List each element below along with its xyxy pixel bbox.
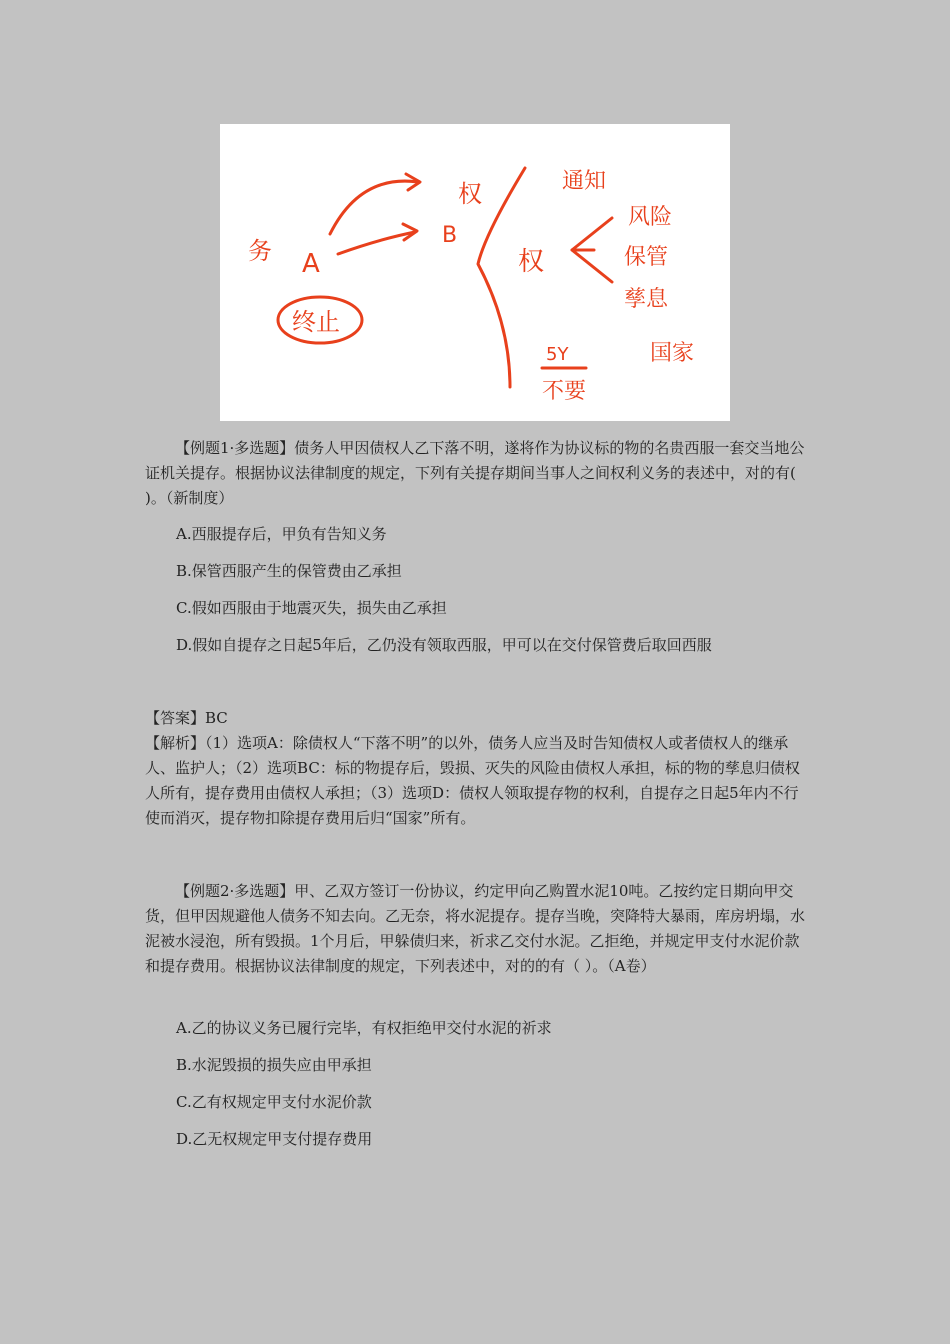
example2-option-c: C.乙有权规定甲支付水泥价款 xyxy=(176,1093,372,1111)
sketch-label-buyao: 不要 xyxy=(542,379,587,404)
example1-option-a: A.西服提存后，甲负有告知义务 xyxy=(176,525,387,543)
sketch-label-b: B xyxy=(442,223,458,248)
sketch-label-quan-mid: 权 xyxy=(518,247,545,277)
sketch-label-wu: 务 xyxy=(248,237,272,265)
example2-option-d: D.乙无权规定甲支付提存费用 xyxy=(176,1130,373,1148)
example1-option-c: C.假如西服由于地震灭失，损失由乙承担 xyxy=(176,599,447,617)
example1-stem: 【例题1·多选题】债务人甲因债权人乙下落不明，遂将作为协议标的物的名贵西服一套交当地公证机关提存。根据协议法律制度的规定，下列有关提存期间当事人之间权利义务的表述中，对的有( )。（新制度） xyxy=(145,439,805,507)
sketch-label-zhongzhi: 终止 xyxy=(292,308,340,336)
divider-curve xyxy=(478,168,525,387)
sketch-label-baoguan: 保管 xyxy=(624,245,669,270)
example1-option-b: B.保管西服产生的保管费由乙承担 xyxy=(176,562,402,580)
example2-option-a: A.乙的协议义务已履行完毕，有权拒绝甲交付水泥的祈求 xyxy=(176,1019,552,1037)
sketch-drawing xyxy=(220,124,730,421)
sketch-label-5y: 5Y xyxy=(546,344,569,365)
example1-option-d: D.假如自提存之日起5年后，乙仍没有领取西服，甲可以在交付保管费后取回西服 xyxy=(176,636,712,654)
arrow-lower xyxy=(338,232,415,254)
example2-stem: 【例题2·多选题】甲、乙双方签订一份协议，约定甲向乙购置水泥10吨。乙按约定日期向甲交货，但甲因规避他人债务不知去向。乙无奈，将水泥提存。提存当晚，突降特大暴雨，库房坍塌，水泥被水浸泡，所有毁损。1个月后，甲躲债归来，祈求乙交付水泥。乙拒绝，并规定甲支付水泥价款和提存费用。根据协议法律制度的规定，下列表述中，对的的有（ ）。（A卷） xyxy=(145,882,806,975)
example1-analysis: 【解析】（1）选项A：除债权人“下落不明”的以外，债务人应当及时告知债权人或者债权人的继承人、监护人；（2）选项BC：标的物提存后，毁损、灭失的风险由债权人承担，标的物的孳息归债权人所有，提存费用由债权人承担；（3）选项D：债权人领取提存物的权利，自提存之日起5年内不行使而消灭，提存物扣除提存费用后归“国家”所有。 xyxy=(145,734,800,827)
sketch-label-tongzhi: 通知 xyxy=(562,169,607,194)
sketch-label-fanxi: 孳息 xyxy=(624,287,669,312)
handwritten-sketch xyxy=(220,124,730,421)
example1-answer: 【答案】BC xyxy=(145,709,228,727)
sketch-label-a: A xyxy=(302,249,320,279)
sketch-label-guojia: 国家 xyxy=(650,341,695,366)
sketch-label-fengxian: 风险 xyxy=(628,205,673,230)
sketch-label-quan-top: 权 xyxy=(458,180,482,208)
example2-option-b: B.水泥毁损的损失应由甲承担 xyxy=(176,1056,372,1074)
